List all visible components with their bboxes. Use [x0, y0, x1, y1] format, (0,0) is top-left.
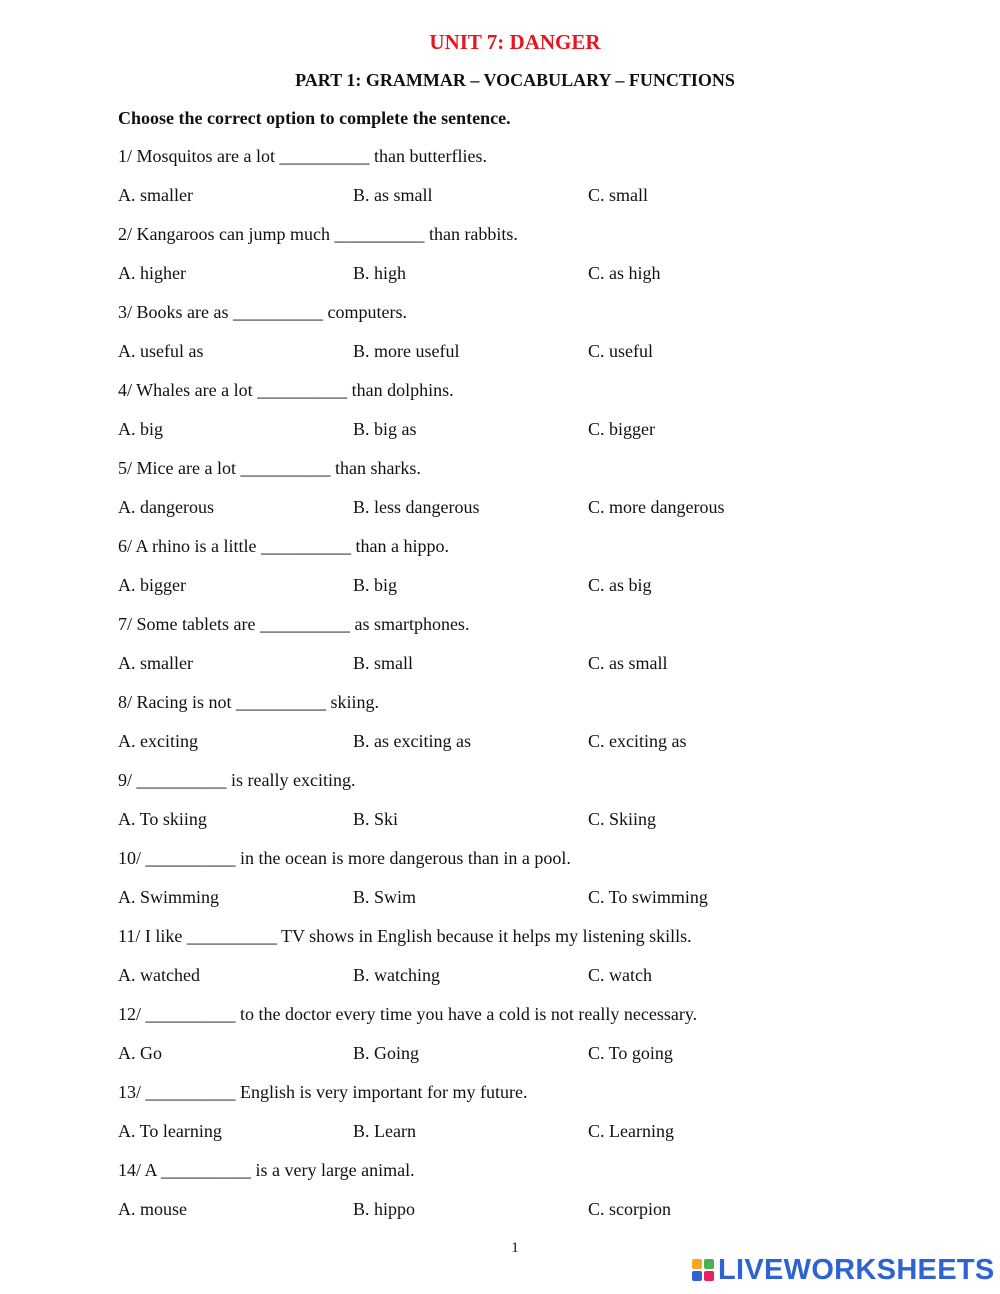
option-a[interactable]: A. To skiing — [118, 809, 207, 829]
question-stem: 7/ Some tablets are __________ as smartphones. — [118, 614, 470, 634]
option-c[interactable]: C. watch — [588, 965, 652, 985]
option-c[interactable]: C. scorpion — [588, 1199, 671, 1219]
question-stem: 8/ Racing is not __________ skiing. — [118, 692, 379, 712]
question-stem: 11/ I like __________ TV shows in English because it helps my listening skills. — [118, 926, 692, 946]
option-b[interactable]: B. Ski — [353, 809, 399, 829]
option-c[interactable]: C. bigger — [588, 419, 655, 439]
option-b[interactable]: B. less dangerous — [353, 497, 480, 517]
question-stem: 9/ __________ is really exciting. — [118, 770, 356, 790]
answer-options — [118, 419, 878, 458]
option-b[interactable]: B. Going — [353, 1043, 420, 1063]
option-a[interactable]: A. bigger — [118, 575, 186, 595]
question-list — [118, 146, 878, 1238]
answer-options — [118, 185, 878, 224]
option-a[interactable]: A. Go — [118, 1043, 162, 1063]
answer-options — [118, 887, 878, 926]
logo-tile — [692, 1259, 702, 1269]
logo-tile — [692, 1271, 702, 1281]
liveworksheets-logo-icon — [692, 1259, 714, 1281]
option-a[interactable]: A. exciting — [118, 731, 198, 751]
question-stem: 10/ __________ in the ocean is more dangerous than in a pool. — [118, 848, 571, 868]
option-a[interactable]: A. dangerous — [118, 497, 214, 517]
option-c[interactable]: C. To going — [588, 1043, 673, 1063]
answer-options — [118, 731, 878, 770]
answer-options — [118, 1043, 878, 1082]
option-c[interactable]: C. as small — [588, 653, 668, 673]
option-b[interactable]: B. big — [353, 575, 398, 595]
question-stem: 3/ Books are as __________ computers. — [118, 302, 407, 322]
option-a[interactable]: A. To learning — [118, 1121, 222, 1141]
question-stem: 14/ A __________ is a very large animal. — [118, 1160, 415, 1180]
logo-text: LIVEWORKSHEETS — [718, 1253, 995, 1286]
question-stem: 12/ __________ to the doctor every time you have a cold is not really necessary. — [118, 1004, 698, 1024]
answer-options — [118, 809, 878, 848]
question-item — [118, 146, 878, 224]
answer-options — [118, 965, 878, 1004]
option-a[interactable]: A. mouse — [118, 1199, 187, 1219]
liveworksheets-logo[interactable] — [692, 1253, 995, 1287]
page-number: 1 — [511, 1240, 519, 1256]
option-a[interactable]: A. big — [118, 419, 163, 439]
option-c[interactable]: C. as big — [588, 575, 652, 595]
option-b[interactable]: B. hippo — [353, 1199, 416, 1219]
option-c[interactable]: C. useful — [588, 341, 653, 361]
question-item — [118, 770, 878, 848]
option-a[interactable]: A. higher — [118, 263, 186, 283]
question-item — [118, 224, 878, 302]
question-item — [118, 1004, 878, 1082]
answer-options — [118, 341, 878, 380]
option-c[interactable]: C. Skiing — [588, 809, 657, 829]
question-item — [118, 692, 878, 770]
option-b[interactable]: B. big as — [353, 419, 417, 439]
section-title: PART 1: GRAMMAR – VOCABULARY – FUNCTIONS — [295, 70, 735, 90]
option-c[interactable]: C. exciting as — [588, 731, 687, 751]
answer-options — [118, 575, 878, 614]
option-c[interactable]: C. Learning — [588, 1121, 674, 1141]
question-item — [118, 302, 878, 380]
option-a[interactable]: A. watched — [118, 965, 200, 985]
answer-options — [118, 263, 878, 302]
option-a[interactable]: A. smaller — [118, 185, 193, 205]
logo-tile — [704, 1271, 714, 1281]
option-b[interactable]: B. watching — [353, 965, 440, 985]
question-item — [118, 536, 878, 614]
option-a[interactable]: A. Swimming — [118, 887, 220, 907]
option-c[interactable]: C. small — [588, 185, 649, 205]
option-c[interactable]: C. To swimming — [588, 887, 708, 907]
question-stem: 1/ Mosquitos are a lot __________ than butterflies. — [118, 146, 487, 166]
instruction-text: Choose the correct option to complete the sentence. — [118, 108, 511, 128]
question-stem: 13/ __________ English is very important for my future. — [118, 1082, 528, 1102]
question-stem: 5/ Mice are a lot __________ than sharks. — [118, 458, 421, 478]
answer-options — [118, 1199, 878, 1238]
question-item — [118, 614, 878, 692]
question-stem: 2/ Kangaroos can jump much __________ than rabbits. — [118, 224, 518, 244]
question-item — [118, 1160, 878, 1238]
option-b[interactable]: B. more useful — [353, 341, 460, 361]
answer-options — [118, 1121, 878, 1160]
answer-options — [118, 497, 878, 536]
logo-tile — [704, 1259, 714, 1269]
option-b[interactable]: B. high — [353, 263, 407, 283]
option-b[interactable]: B. as exciting as — [353, 731, 471, 751]
option-c[interactable]: C. as high — [588, 263, 661, 283]
option-a[interactable]: A. smaller — [118, 653, 193, 673]
question-item — [118, 458, 878, 536]
option-c[interactable]: C. more dangerous — [588, 497, 725, 517]
answer-options — [118, 653, 878, 692]
question-stem: 6/ A rhino is a little __________ than a hippo. — [118, 536, 449, 556]
option-b[interactable]: B. small — [353, 653, 414, 673]
option-a[interactable]: A. useful as — [118, 341, 204, 361]
question-item — [118, 1082, 878, 1160]
question-item — [118, 848, 878, 926]
question-item — [118, 926, 878, 1004]
question-item — [118, 380, 878, 458]
option-b[interactable]: B. as small — [353, 185, 433, 205]
option-b[interactable]: B. Learn — [353, 1121, 416, 1141]
page-title: UNIT 7: DANGER — [429, 30, 601, 54]
question-stem: 4/ Whales are a lot __________ than dolphins. — [118, 380, 454, 400]
option-b[interactable]: B. Swim — [353, 887, 417, 907]
